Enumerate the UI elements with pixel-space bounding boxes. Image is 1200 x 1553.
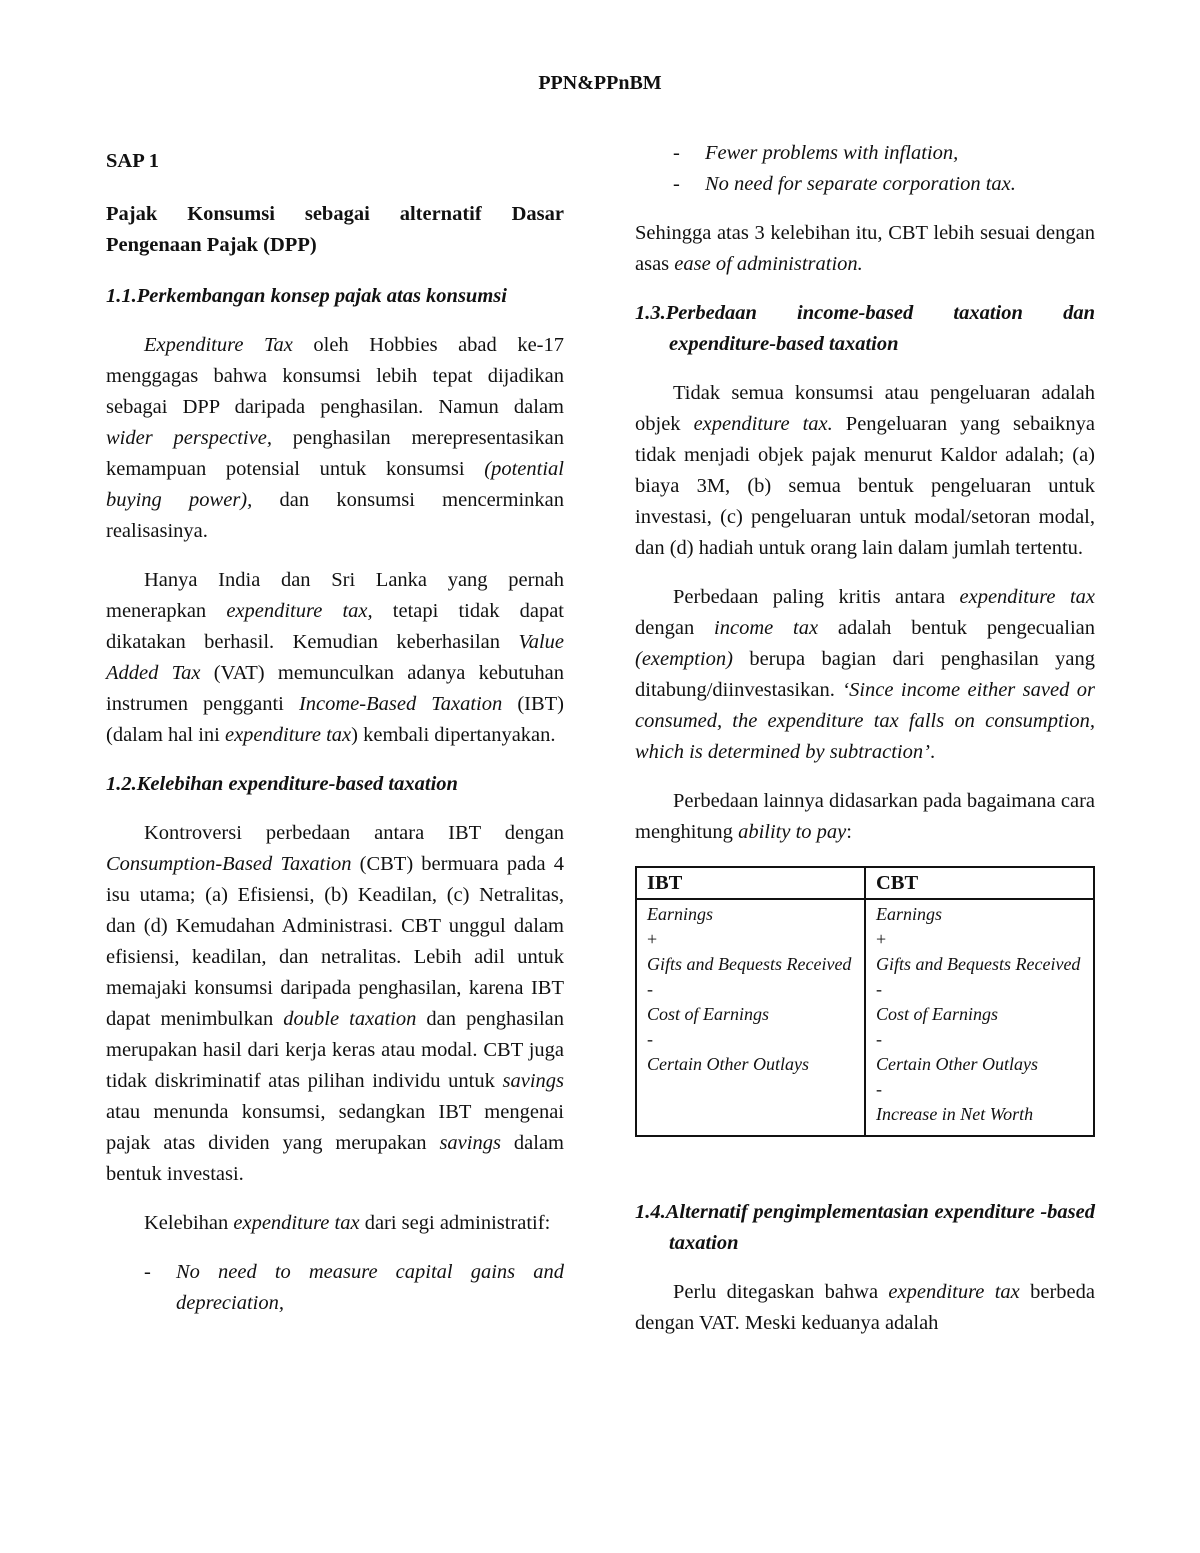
comparison-table [635,866,1095,1137]
paragraph-1-3-a: Tidak semua konsumsi atau pengeluaran adalah objek expenditure tax. Pengeluaran yang sebaiknya tidak menjadi objek pajak menurut Kaldor adalah; (a) biaya 3M, (b) semua bentuk pengeluaran untuk investasi, (c) pengeluaran untuk modal/setoran modal, dan (d) hadiah untuk orang lain dalam jumlah tertentu. [635,382,1095,559]
advantages-list-right [635,138,1095,200]
cell-line: Gifts and Bequests Received [647,954,852,974]
cell-line: Cost of Earnings [876,1004,999,1024]
paragraph-1-4-a: Perlu ditegaskan bahwa expenditure tax berbeda dengan VAT. Meski keduanya adalah [635,1281,1095,1334]
section-heading-1-1: 1.1.Perkembangan konsep pajak atas konsumsi [106,285,507,307]
right-column [635,140,1095,1357]
advantages-list-left [106,1257,564,1319]
left-column [106,140,564,1337]
cell-line: + [876,929,887,949]
cell-line: Certain Other Outlays [647,1054,809,1074]
cell-line: Cost of Earnings [647,1004,770,1024]
paragraph-1-3-b: Perbedaan paling kritis antara expenditure tax dengan income tax adalah bentuk pengecualian (exemption) berupa bagian dari penghasilan yang ditabung/diinvestasikan. ‘Since income either saved or consumed, the expenditure tax falls on consumption, which is determined by subtraction’. [635,586,1095,763]
section-heading-1-3: 1.3.Perbedaan income-based taxation dan expenditure-based taxation [635,302,1095,355]
cell-line: - [647,979,653,999]
document-title: Pajak Konsumsi sebagai alternatif Dasar Pengenaan Pajak (DPP) [106,203,564,256]
paragraph-1-1-b: Hanya India dan Sri Lanka yang pernah menerapkan expenditure tax, tetapi tidak dapat dikatakan berhasil. Kemudian keberhasilan Value Added Tax (VAT) memunculkan adanya kebutuhan instrumen pengganti Income-Based Taxation (IBT) (dalam hal ini expenditure tax) kembali dipertanyakan. [106,569,564,746]
list-item: - No need for separate corporation tax. [673,173,1016,195]
cell-line: - [876,979,882,999]
section-heading-1-2: 1.2.Kelebihan expenditure-based taxation [106,773,458,795]
table-header-row [636,867,1094,899]
paragraph-1-2-a: Kontroversi perbedaan antara IBT dengan Consumption-Based Taxation (CBT) bermuara pada 4 isu utama; (a) Efisiensi, (b) Keadilan, (c) Netralitas, dan (d) Kemudahan Administrasi. CBT unggul dalam efisiensi, keadilan, dan netralitas. Lebih adil untuk memajaki konsumsi daripada penghasilan, karena IBT dapat menimbulkan double taxation dan penghasilan merupakan hasil dari kerja keras atau modal. CBT juga tidak diskriminatif atas pilihan individu untuk savings atau menunda konsumsi, sedangkan IBT mengenai pajak atas dividen yang merupakan savings dalam bentuk investasi. [106,822,565,1185]
sap-label: SAP 1 [106,150,159,172]
cell-line: Gifts and Bequests Received [876,954,1081,974]
cell-line: Earnings [876,904,943,924]
table-header-ibt: IBT [636,867,865,899]
table-cell-cbt [865,899,1094,1136]
cell-line: Earnings [647,904,714,924]
list-item: - Fewer problems with inflation, [673,142,959,164]
cell-line: Increase in Net Worth [876,1104,1034,1124]
paragraph-1-3-c: Perbedaan lainnya didasarkan pada bagaimana cara menghitung ability to pay: [635,790,1095,843]
section-heading-1-4: 1.4.Alternatif pengimplementasian expenditure -based taxation [635,1201,1095,1254]
page-header: PPN&PPnBM [538,72,662,94]
cell-line: - [876,1079,882,1099]
cell-line: Certain Other Outlays [876,1054,1038,1074]
table-row [636,899,1094,1136]
paragraph-1-1-a: Expenditure Tax oleh Hobbies abad ke-17 menggagas bahwa konsumsi lebih tepat dijadikan sebagai DPP daripada penghasilan. Namun dalam wider perspective, penghasilan merepresentasikan kemampuan potensial untuk konsumsi (potential buying power), dan konsumsi mencerminkan realisasinya. [106,334,565,542]
cell-line: - [876,1029,882,1049]
paragraph-after-list: Sehingga atas 3 kelebihan itu, CBT lebih sesuai dengan asas ease of administration. [635,222,1095,275]
list-item: - No need to measure capital gains and depreciation, [144,1261,564,1314]
paragraph-1-2-b: Kelebihan expenditure tax dari segi administratif: [144,1212,551,1234]
table-cell-ibt [636,899,865,1136]
cell-line: + [647,929,658,949]
cell-line: - [647,1029,653,1049]
table-header-cbt: CBT [865,867,1094,899]
